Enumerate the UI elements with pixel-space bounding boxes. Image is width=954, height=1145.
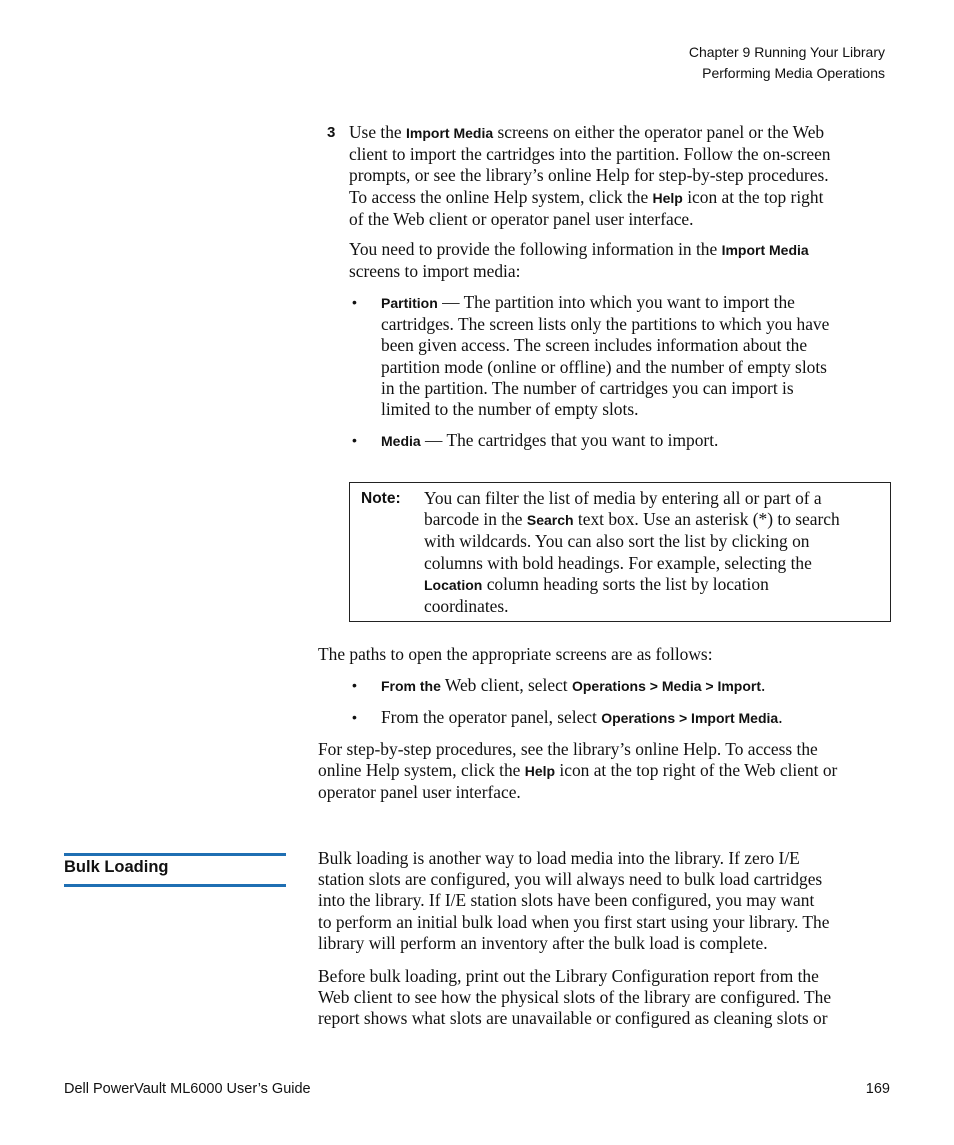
section-rule-top <box>64 853 286 856</box>
location-ui-term: Location <box>424 576 483 593</box>
media-term: Media <box>381 433 421 449</box>
section-heading-bulk-loading: Bulk Loading <box>64 858 169 876</box>
operations-import-media-path: Operations > Import Media <box>601 710 779 726</box>
bullet-marker: • <box>352 677 357 693</box>
list-item-partition: Partition — The partition into which you want to import the cartridges. The screen lists only the partitions to which you have been given access. The screen includes information about the partition mode (online or offline) and the number of empty slots in the partition. The number of cartridges you can import is limited to the number of empty slots. <box>381 292 830 420</box>
bullet-marker: • <box>352 709 357 725</box>
search-ui-term: Search <box>526 512 574 529</box>
help-ui-term: Help <box>652 189 683 206</box>
partition-term: Partition <box>381 295 438 311</box>
import-media-ui-term: Import Media <box>721 242 809 258</box>
footer-title: Dell PowerVault ML6000 User’s Guide <box>64 1081 311 1097</box>
help-ui-term: Help <box>524 763 556 780</box>
note-label: Note: <box>361 490 401 507</box>
operations-media-import-path: Operations > Media > Import <box>571 678 762 694</box>
path-operator-panel: From the operator panel, select Operations > Import Media. <box>381 707 783 727</box>
note-text: You can filter the list of media by entering all or part of a barcode in the Search text box. Use an asterisk (*) to search with wildcards. You can also sort the list by clicking on columns with bold headings. For example, selecting the Location column heading sorts the list by location coordinates. <box>424 488 840 617</box>
bulk-loading-paragraph-1: Bulk loading is another way to load media into the library. If zero I/E station slots are configured, you will always need to bulk load cartridges into the library. If I/E station slots have been configured, you may want to perform an initial bulk load when you first start using your library. The library will perform an inventory after the bulk load is complete. <box>318 848 830 953</box>
provide-info-paragraph: You need to provide the following information in the Import Media screens to import media: <box>349 239 809 282</box>
import-media-ui-term: Import Media <box>406 125 494 141</box>
paths-intro: The paths to open the appropriate screens are as follows: <box>318 644 713 664</box>
online-help-paragraph: For step-by-step procedures, see the library’s online Help. To access the online Help system, click the Help icon at the top right of the Web client or operator panel user interface. <box>318 739 838 803</box>
bullet-marker: • <box>352 432 357 448</box>
step-3-paragraph: Use the Import Media screens on either the operator panel or the Web client to import the cartridges into the partition. Follow the on-screen prompts, or see the library’s online Help for step-by-step procedures. To access the online Help system, click the Help icon at the top right of the Web client or operator panel user interface. <box>349 122 831 229</box>
page-number: 169 <box>865 1081 890 1097</box>
section-rule-bottom <box>64 884 286 887</box>
path-web-client: From the Web client, select Operations > Media > Import. <box>381 675 766 695</box>
bulk-loading-paragraph-2: Before bulk loading, print out the Library Configuration report from the Web client to see how the physical slots of the library are configured. The report shows what slots are unavailable or configured as cleaning slots or <box>318 966 832 1029</box>
bullet-marker: • <box>352 294 357 310</box>
list-item-media: Media — The cartridges that you want to import. <box>381 430 719 450</box>
step-number: 3 <box>327 124 336 141</box>
running-header-section: Performing Media Operations <box>702 65 885 81</box>
running-header-chapter: Chapter 9 Running Your Library <box>688 44 885 60</box>
